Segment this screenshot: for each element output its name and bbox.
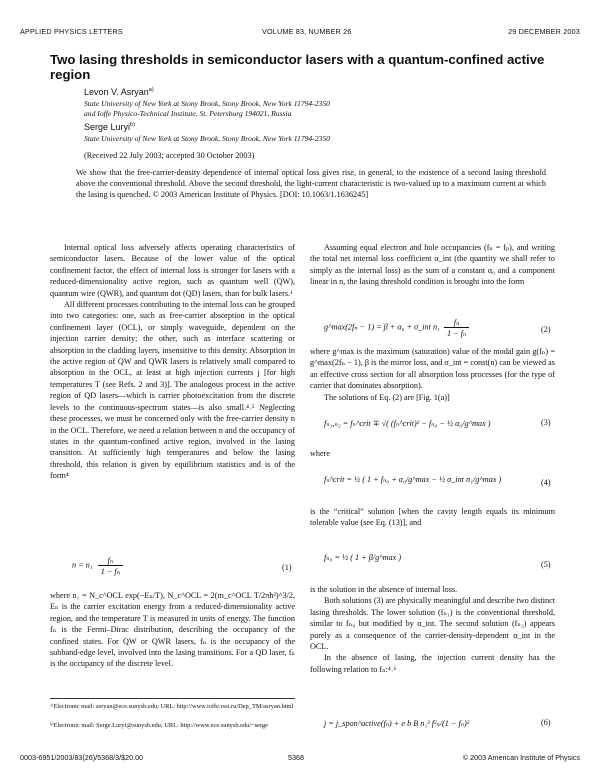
- author-2: [84, 122, 135, 132]
- equation-1: [72, 555, 123, 576]
- author-note: a): [148, 87, 154, 93]
- fraction-denominator: 1 − fₙ: [100, 567, 121, 576]
- journal-name: APPLIED PHYSICS LETTERS: [20, 27, 123, 36]
- fraction-numerator: fₙ: [444, 317, 469, 328]
- equation-4: fₙ^crit = ½ ( 1 + fₙ₀ + α₀/g^max − ½ σ_int n₁/g^max ): [324, 475, 502, 484]
- paragraph: Assuming equal electron and hole occupancies (fₙ = fₚ), and writing the total net internal loss coefficient α_int (the quantity we shall refer to simply as the internal loss) as the sum of a constant α₀ and a component linear in n, the lasing threshold condition is brought into the form: [310, 243, 555, 287]
- paragraph: is the solution in the absence of internal loss.: [310, 585, 458, 594]
- abstract: We show that the free-carrier-density dependence of internal optical loss gives rise, in general, to the existence of a second lasing threshold above the conventional threshold. Above the second threshold, the light-current characteristic is two-valued up to a maximum current at which the lasing is quenched. © 2003 American Institute of Physics. [DOI: 10.1063/1.1636245]: [76, 168, 546, 200]
- fraction-denominator: 1 − fₙ: [446, 329, 467, 338]
- affiliation-1a: State University of New York at Stony Brook, Stony Brook, New York 11794-2350: [84, 99, 330, 108]
- paragraph: All different processes contributing to the internal loss can be grouped into two categories: one, such as free-carrier absorption in the optical confinement layer (OCL), or simply waveguide, dependent on the injection carrier density; the other, such as interface scattering or absorption in the cladding layers, insensitive to this density. Absorption in the active region of QW and QWR lasers is relatively small compared to absorption in the OCL, at least at high injection currents j [for high temperatures T (see Refs. 2 and 3)]. The analogous process in the active region of QD lasers—which is carrier photoexcitation from the discrete levels to the continuous-spectrum states—is also small.⁴˒⁵ Neglecting these processes, we must be concerned only with the free-carrier density n in the OCL. Therefore, we need a relation between n and the occupancy of states in the quantum-confined active region, involved in the lasing transition. At sufficiently high temperatures and below the lasing threshold, this relation is given by equilibrium statistics and is of the form⁴: [50, 300, 295, 481]
- right-column-block-3: [310, 506, 555, 529]
- fraction-numerator: fₙ: [98, 555, 123, 566]
- paragraph: The solutions of Eq. (2) are [Fig. 1(a)]: [324, 392, 450, 402]
- left-column: [50, 242, 295, 482]
- equation-number: (2): [541, 325, 551, 334]
- paper-title: Two lasing thresholds in semiconductor lasers with a quantum-confined active region: [50, 52, 545, 82]
- affiliation-1b: and Ioffe Physico-Technical Institute, St. Petersburg 194021, Russia: [84, 109, 292, 118]
- equation-number: (1): [282, 563, 292, 572]
- equation-number: (5): [541, 560, 551, 569]
- left-column-continued: [50, 590, 295, 670]
- author-name: Serge Luryi: [84, 122, 131, 132]
- paragraph: where g^max is the maximum (saturation) value of the modal gain g(fₙ) = g^max(2fₙ − 1), β is the mirror loss, and σ_int = const(n) can be viewed as an effective cross section for all absorption loss processes (for the type of carrier that dominates absorption).: [310, 347, 555, 391]
- where-label: where: [310, 449, 331, 458]
- paragraph: Internal optical loss adversely affects operating characteristics of semiconductor lasers. Because of the lower value of the optical confinement factor, the effect of internal loss is stronger for lasers with a reduced-dimensionality active region, such as quantum well (QW), quantum wire (QWR), and quantum dot (QD) lasers, than for bulk lasers.¹: [50, 243, 295, 298]
- footnote-b: ᵇ⁾Electronic mail: Serge.Luryi@sunysb.edu; URL: http://www.ece.sunysb.edu/~serge: [50, 722, 268, 729]
- affiliation-2: State University of New York at Stony Brook, Stony Brook, New York 11794-2350: [84, 134, 330, 143]
- issue-date: 29 DECEMBER 2003: [508, 27, 580, 36]
- footnote-divider: [50, 698, 295, 699]
- equation-3: fₙ₁,ₙ₂ = fₙ^crit ∓ √( (fₙ^crit)² − fₙ₀ − ½ α₀/g^max ): [324, 419, 491, 428]
- footer-issn: 0003-6951/2003/83(26)/5368/3/$20.00: [20, 753, 144, 762]
- page-number: 5368: [288, 753, 304, 762]
- equation-number: (6): [541, 718, 551, 727]
- equation-number: (4): [541, 478, 551, 487]
- author-note: b): [130, 122, 136, 128]
- author-name: Levon V. Asryan: [84, 87, 149, 97]
- paragraph: In the absence of lasing, the injection current density has the following relation to fₙ:⁴˒⁶: [310, 653, 555, 674]
- equation-lhs: g^max(2fₙ − 1) = β + α₀ + σ_int n₁: [324, 322, 440, 332]
- footnote-a: ᵃ⁾Electronic mail: asryan@ece.sunysb.edu; URL: http://www.ioffe.rssi.ru/Dep_TM/asryan.html: [50, 703, 294, 710]
- paragraph: Both solutions (3) are physically meaningful and describe two distinct lasing thresholds. The lower solution (fₙ₁) is the conventional threshold, similar to fₙ₀ but modified by α_int. The second solution (fₙ₂) appears purely as a consequence of the carrier-density-dependent α_int in the OCL.: [310, 596, 555, 652]
- right-column-block-4: [310, 584, 555, 675]
- equation-6: j = j_spon^active(fₙ) + e b B n₁² f²ₙ/(1 − fₙ)²: [324, 719, 470, 728]
- equation-5: fₙ₀ = ½ ( 1 + β/g^max ): [324, 553, 402, 562]
- equation-number: (3): [541, 418, 551, 427]
- author-1: [84, 87, 154, 97]
- equation-2: [324, 317, 469, 338]
- right-column-block-2: [310, 346, 555, 403]
- equation-lhs: n = n₁: [72, 560, 93, 570]
- right-column: [310, 242, 555, 288]
- footer-copyright: © 2003 American Institute of Physics: [462, 753, 580, 762]
- received-dates: (Received 22 July 2003; accepted 30 October 2003): [84, 151, 255, 160]
- paragraph: where n₁ = N_c^OCL exp(−Eₙ/T), N_c^OCL = 2(m_c^OCL T/2πħ²)^3/2, Eₙ is the carrier excitation energy from a reduced-dimensionality active region, and the temperature T is measured in units of energy. The function fₙ is the Fermi–Dirac distribution, describing the occupancy of the confined states. For QW or QWR lasers, fₙ is the occupancy of the subband-edge level, involved into the lasing transitions. For a QD laser, fₙ is the occupancy of the discrete level.: [50, 591, 295, 669]
- volume-info: VOLUME 83, NUMBER 26: [262, 27, 352, 36]
- paragraph: is the “critical” solution [when the cavity length equals its minimum tolerable value (see Eq. (13)], and: [310, 507, 555, 528]
